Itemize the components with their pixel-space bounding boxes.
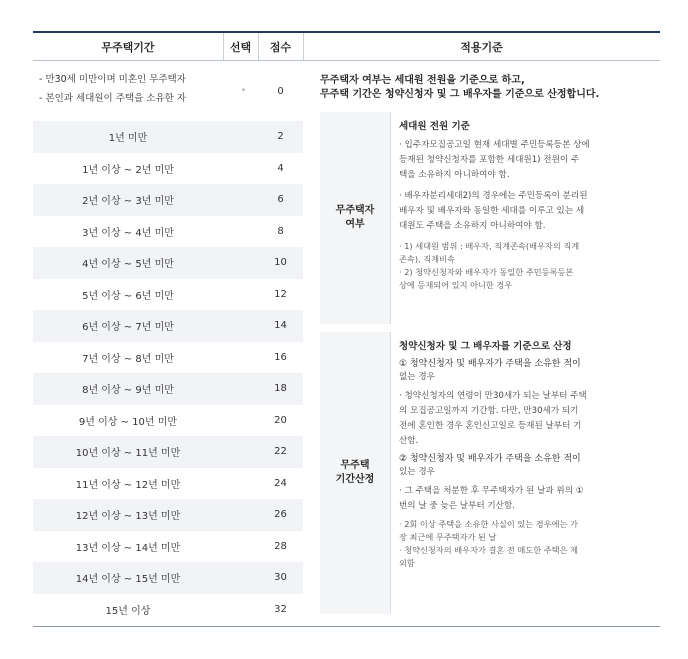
box-paragraph: · 청약신청자의 연령이 만30세가 되는 날부터 주택 의 모집공고일까지 기간함. 다만, 만30세가 되기 전에 혼인한 경우 혼인신고일로 등재된 날부터 기 산함.: [399, 391, 587, 446]
table-row: [33, 247, 303, 279]
box-footnote: · 청약신청자의 배우자가 결혼 전 매도한 주택은 제 외함: [399, 545, 579, 568]
table-row: [33, 184, 303, 216]
homeless-status-box: [320, 112, 650, 324]
header-divider: [303, 33, 304, 60]
criteria-intro: [320, 74, 660, 102]
table-row: [33, 279, 303, 311]
score-cell: 2: [277, 131, 284, 143]
period-cell: 10년 이상 ~ 11년 미만: [75, 448, 181, 460]
intro-line: 무주택자 여부는 세대원 전원을 기준으로 하고,: [320, 75, 525, 86]
score-cell: 18: [274, 383, 287, 395]
header-criteria: 적용기준: [460, 40, 503, 54]
exempt-notes: [39, 70, 229, 108]
period-cell: 14년 이상 ~ 15년 미만: [75, 574, 181, 586]
score-cell: 26: [274, 509, 287, 521]
table-row: [33, 153, 303, 185]
period-cell: 4년 이상 ~ 5년 미만: [82, 259, 174, 271]
header-divider: [258, 33, 259, 60]
box-content: [390, 112, 650, 324]
box-paragraph: · 배우자분리세대2)의 경우에는 주민등록이 분리된 배우자 및 배우자와 동일한 세대를 이루고 있는 세 대원도 주택을 소유하지 아니하여야 함.: [399, 191, 588, 231]
case-heading: ① 청약신청자 및 배우자가 주택을 소유한 적이 없는 경우: [399, 359, 581, 382]
period-cell: 6년 이상 ~ 7년 미만: [82, 322, 174, 334]
score-cell: 20: [274, 414, 287, 426]
table-row: [33, 594, 303, 626]
period-cell: 5년 이상 ~ 6년 미만: [82, 290, 174, 302]
box-label: [320, 112, 390, 324]
period-cell: 3년 이상 ~ 4년 미만: [82, 227, 174, 239]
homeless-period-box: [320, 332, 650, 614]
header-bottom-border: [33, 60, 660, 61]
period-cell: 1년 이상 ~ 2년 미만: [82, 164, 174, 176]
score-cell: 12: [274, 288, 287, 300]
exempt-note: - 만30세 미만이며 미혼인 무주택자: [39, 74, 186, 85]
period-cell: 1년 미만: [108, 133, 148, 145]
score-cell: 10: [274, 257, 287, 269]
table-row: [33, 436, 303, 468]
box-paragraph: · 그 주택을 처분한 후 무주택자가 된 날과 위의 ① 번의 날 중 늦은 날부터 기산함.: [399, 486, 584, 511]
box-label-line: 기간산정: [335, 474, 375, 485]
table-row: [33, 468, 303, 500]
score-cell: 0: [277, 85, 284, 97]
table-row-exempt: [33, 62, 303, 120]
table-row: [33, 373, 303, 405]
box-label-line: 무주택자: [335, 205, 375, 216]
table-bottom-border: [33, 626, 660, 627]
header-select: 선택: [229, 40, 252, 54]
header-divider: [223, 33, 224, 60]
box-heading: 청약신청자 및 그 배우자를 기준으로 산정: [399, 341, 572, 352]
period-cell: 11년 이상 ~ 12년 미만: [75, 479, 181, 491]
period-cell: 13년 이상 ~ 14년 미만: [75, 542, 181, 554]
box-heading: 세대원 전원 기준: [399, 121, 470, 132]
header-period: 무주택기간: [101, 40, 155, 54]
box-paragraph: · 입주자모집공고일 현재 세대별 주민등록등본 상에 등재된 청약신청자를 포함한 세대원1) 전원이 주 택을 소유하지 아니하여야 함.: [399, 140, 590, 180]
score-cell: 24: [274, 477, 287, 489]
table-row: [33, 310, 303, 342]
period-cell: 2년 이상 ~ 3년 미만: [82, 196, 174, 208]
table-row: [33, 562, 303, 594]
box-label: [320, 332, 390, 614]
score-cell: 32: [274, 603, 287, 615]
intro-line: 무주택 기간은 청약신청자 및 그 배우자를 기준으로 산정합니다.: [320, 89, 600, 100]
box-footnote: · 2) 청약신청자와 배우자가 동일한 주민등록등본 상에 등재되어 있지 아니한 경우: [399, 267, 574, 290]
header-score: 점수: [269, 40, 292, 54]
box-footnote: · 1) 세대원 범위 : 배우자, 직계존속(배우자의 직계 존속), 직계비속: [399, 241, 580, 264]
table-row: [33, 216, 303, 248]
table-row: [33, 499, 303, 531]
table-row: [33, 405, 303, 437]
box-content: [390, 332, 650, 614]
exempt-note: - 본인과 세대원이 주택을 소유한 자: [39, 93, 187, 104]
table-row: [33, 121, 303, 153]
score-cell: 6: [277, 194, 284, 206]
case-heading: ② 청약신청자 및 배우자가 주택을 소유한 적이 있는 경우: [399, 454, 581, 477]
table-row: [33, 342, 303, 374]
score-cell: 16: [274, 351, 287, 363]
table-row: [33, 531, 303, 563]
score-cell: 28: [274, 540, 287, 552]
period-cell: 7년 이상 ~ 8년 미만: [82, 353, 174, 365]
box-footnote: · 2회 이상 주택을 소유한 사실이 있는 경우에는 가 장 최근에 무주택자가 된 날: [399, 519, 578, 542]
score-cell: 4: [277, 162, 284, 174]
score-cell: 8: [277, 225, 284, 237]
score-cell: 14: [274, 320, 287, 332]
select-mark: •: [240, 86, 247, 96]
period-cell: 12년 이상 ~ 13년 미만: [75, 511, 181, 523]
period-cell: 9년 이상 ~ 10년 미만: [78, 416, 178, 428]
period-cell: 8년 이상 ~ 9년 미만: [82, 385, 174, 397]
score-cell: 22: [274, 446, 287, 458]
period-cell: 15년 이상: [105, 605, 151, 617]
box-label-line: 무주택: [340, 460, 370, 471]
box-label-line: 여부: [345, 219, 365, 230]
score-cell: 30: [274, 572, 287, 584]
